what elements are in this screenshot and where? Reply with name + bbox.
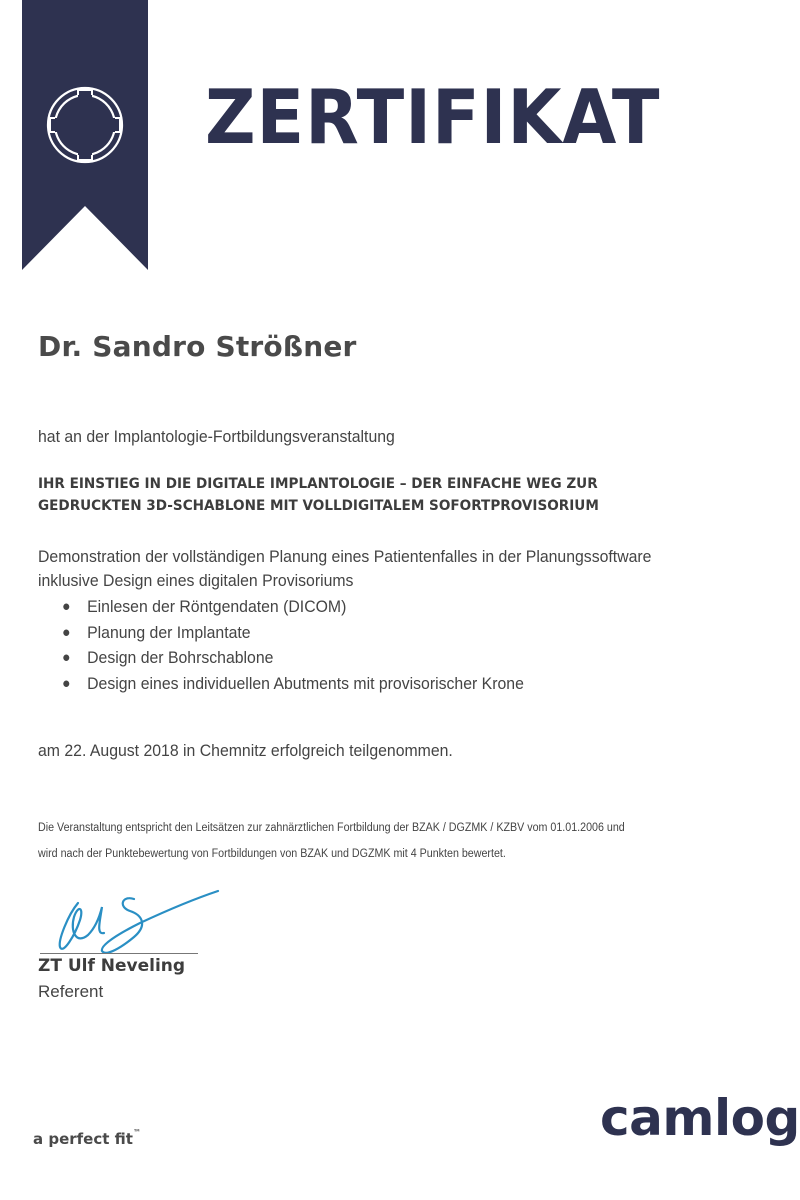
- completion-statement: am 22. August 2018 in Chemnitz erfolgreich teilgenommen.: [38, 741, 453, 760]
- ribbon-emblem-icon: [22, 0, 148, 270]
- topic-text: Planung der Implantate: [87, 622, 251, 642]
- topic-text: Design eines individuellen Abutments mit provisorischer Krone: [87, 673, 524, 693]
- topic-text: Design der Bohrschablone: [87, 648, 274, 667]
- topic-text: Einlesen der Röntgendaten (DICOM): [87, 597, 347, 616]
- accreditation-line: Die Veranstaltung entspricht den Leitsätzen zur zahnärztlichen Fortbildung der BZÄK / DGZMK / KZBV vom 01.01.2006 und: [38, 822, 625, 834]
- topic-list: [62, 594, 559, 696]
- brand-tagline: [33, 1130, 141, 1148]
- bullet-icon: ●: [62, 598, 71, 615]
- description-line: Demonstration der vollständigen Planung eines Patientenfalles in der Planungssoftware: [38, 547, 652, 566]
- certificate-title: ZERTIFIKAT: [205, 73, 661, 161]
- list-item: [62, 671, 524, 697]
- trademark-mark: ™: [132, 1128, 141, 1137]
- bullet-icon: ●: [62, 649, 71, 666]
- course-description: [38, 545, 698, 593]
- accreditation-note: [38, 815, 669, 867]
- intro-text: hat an der Implantologie-Fortbildungsveranstaltung: [38, 427, 395, 446]
- list-item: [62, 594, 524, 620]
- bullet-icon: ●: [62, 674, 71, 692]
- referent-role: Referent: [38, 982, 104, 1001]
- course-title-line: GEDRUCKTEN 3D-SCHABLONE MIT VOLLDIGITALEM SOFORTPROVISORIUM: [38, 498, 599, 514]
- description-line: inklusive Design eines digitalen Provisoriums: [38, 571, 354, 590]
- list-item: [62, 620, 524, 646]
- referent-name: ZT Ulf Neveling: [38, 956, 186, 976]
- bullet-icon: ●: [62, 623, 71, 641]
- recipient-name: Dr. Sandro Strößner: [38, 330, 357, 363]
- course-title: [38, 473, 616, 517]
- tagline-text: a perfect fit: [33, 1130, 133, 1148]
- signature-line: [40, 953, 198, 954]
- accreditation-line: wird nach der Punktebewertung von Fortbildungen von BZÄK und DGZMK mit 4 Punkten bewertet.: [38, 848, 506, 860]
- list-item: [62, 645, 524, 671]
- course-title-line: IHR EINSTIEG IN DIE DIGITALE IMPLANTOLOGIE – DER EINFACHE WEG ZUR: [38, 476, 598, 492]
- brand-logo: camlog: [600, 1089, 800, 1147]
